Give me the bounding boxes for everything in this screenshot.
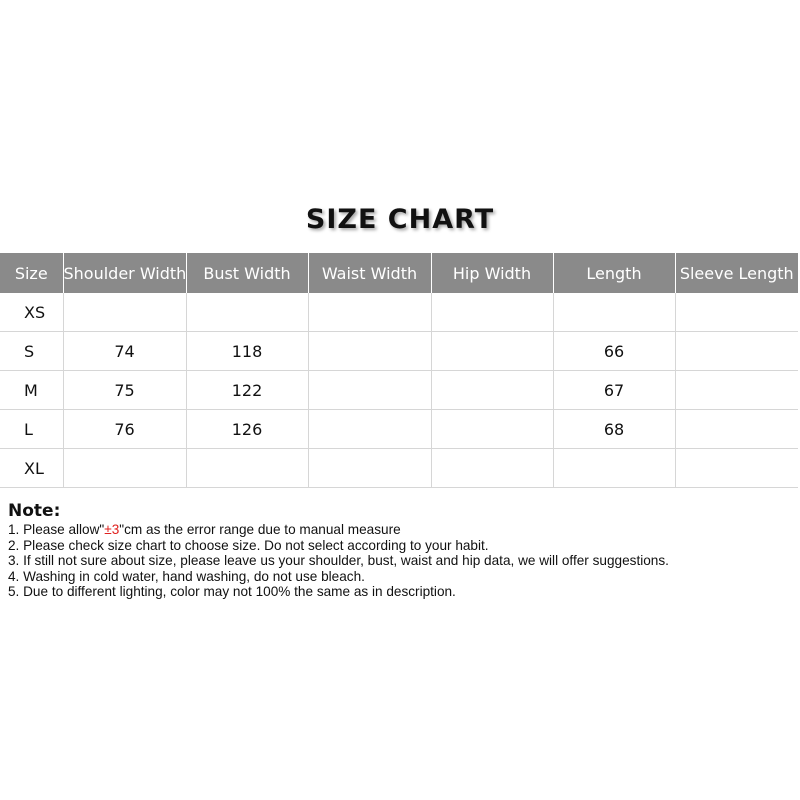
- note-line-4: 4. Washing in cold water, hand washing, do not use bleach.: [8, 568, 365, 584]
- hip-width-value: [431, 410, 553, 449]
- hip-width-value: [431, 332, 553, 371]
- error-range-highlight: ±3: [104, 522, 120, 537]
- note-line-5: 5. Due to different lighting, color may not 100% the same as in description.: [8, 584, 456, 600]
- waist-width-value: [308, 371, 431, 410]
- bust-width-value: 118: [186, 332, 308, 371]
- size-label: L: [0, 410, 63, 449]
- header-shoulder-width: Shoulder Width: [63, 253, 186, 293]
- length-value: 68: [553, 410, 675, 449]
- bust-width-value: 126: [186, 410, 308, 449]
- shoulder-width-value: 76: [63, 410, 186, 449]
- header-hip-width: Hip Width: [431, 253, 553, 293]
- header-bust-width: Bust Width: [186, 253, 308, 293]
- header-waist-width: Waist Width: [308, 253, 431, 293]
- table-header-row: [0, 253, 798, 293]
- hip-width-value: [431, 449, 553, 488]
- sleeve-length-value: [675, 410, 798, 449]
- sleeve-length-value: [675, 449, 798, 488]
- bust-width-value: [186, 449, 308, 488]
- note-line-3: 3. If still not sure about size, please leave us your shoulder, bust, waist and hip data, we will offer suggestions.: [8, 553, 669, 569]
- waist-width-value: [308, 449, 431, 488]
- length-value: 67: [553, 371, 675, 410]
- sleeve-length-value: [675, 371, 798, 410]
- size-label: XS: [0, 293, 63, 332]
- sleeve-length-value: [675, 332, 798, 371]
- sleeve-length-value: [675, 293, 798, 332]
- shoulder-width-value: [63, 449, 186, 488]
- shoulder-width-value: 74: [63, 332, 186, 371]
- note-section: [8, 501, 798, 600]
- table-row: [0, 371, 798, 410]
- size-label: M: [0, 371, 63, 410]
- length-value: [553, 449, 675, 488]
- shoulder-width-value: 75: [63, 371, 186, 410]
- note-line-2: 2. Please check size chart to choose size. Do not select according to your habit.: [8, 537, 489, 553]
- header-size: Size: [0, 253, 63, 293]
- size-chart-title: SIZE CHART: [305, 204, 495, 235]
- bust-width-value: [186, 293, 308, 332]
- size-label: S: [0, 332, 63, 371]
- table-row: [0, 410, 798, 449]
- hip-width-value: [431, 371, 553, 410]
- note-line-1: [8, 522, 798, 538]
- size-label: XL: [0, 449, 63, 488]
- length-value: 66: [553, 332, 675, 371]
- shoulder-width-value: [63, 293, 186, 332]
- header-length: Length: [553, 253, 675, 293]
- note-title: Note:: [8, 501, 61, 521]
- note-line-1-text: 1. Please allow": [8, 522, 105, 537]
- length-value: [553, 293, 675, 332]
- note-line-1-text-end: "cm as the error range due to manual measure: [119, 522, 401, 537]
- table-row: [0, 332, 798, 371]
- size-table: [0, 253, 798, 488]
- bust-width-value: 122: [186, 371, 308, 410]
- header-sleeve-length: Sleeve Length: [675, 253, 798, 293]
- waist-width-value: [308, 332, 431, 371]
- hip-width-value: [431, 293, 553, 332]
- waist-width-value: [308, 293, 431, 332]
- table-row: [0, 449, 798, 488]
- table-row: [0, 293, 798, 332]
- waist-width-value: [308, 410, 431, 449]
